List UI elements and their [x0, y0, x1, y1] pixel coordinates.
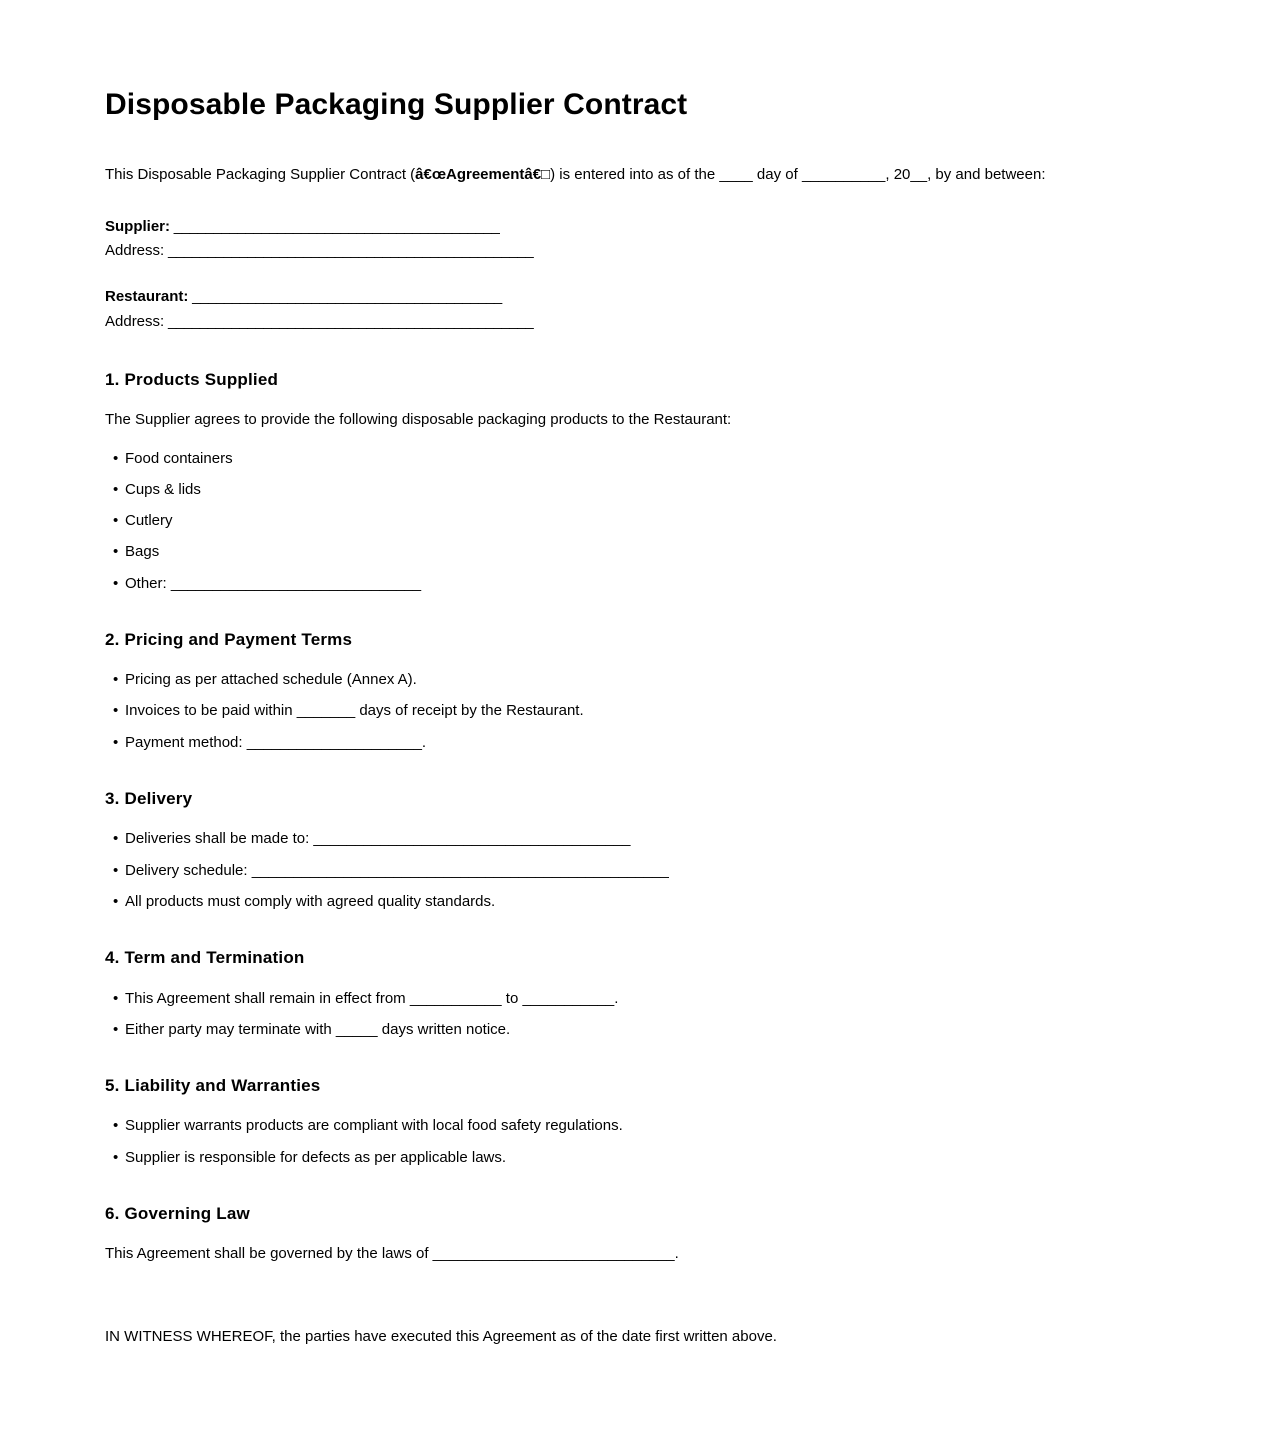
- section-heading-5: 5. Liability and Warranties: [105, 1076, 321, 1095]
- section-2-bullet-list: [105, 670, 1158, 753]
- section-1-intro-text: The Supplier agrees to provide the following disposable packaging products to the Restaurant:: [105, 411, 732, 429]
- agreement-defined-term: â€œAgreementâ€□: [415, 165, 551, 183]
- supplier-address-blank[interactable]: ______________________________________________: [164, 242, 534, 260]
- list-item: • Supplier warrants products are compliant with local food safety regulations.: [105, 1116, 1158, 1136]
- section-liability-and-warranties: [105, 1076, 1158, 1168]
- restaurant-address-blank[interactable]: ______________________________________________: [164, 312, 534, 330]
- list-item: • Cutlery: [105, 511, 1158, 531]
- section-products-supplied: [105, 370, 1158, 594]
- list-item: • Food containers: [105, 449, 1158, 469]
- restaurant-name-blank[interactable]: _______________________________________: [188, 288, 502, 306]
- list-item-effective-dates-blank[interactable]: • This Agreement shall remain in effect from ___________ to ___________.: [105, 989, 1158, 1009]
- supplier-address-line: [105, 239, 1158, 263]
- party-block-supplier: [105, 215, 1158, 264]
- list-item: • Supplier is responsible for defects as per applicable laws.: [105, 1148, 1158, 1168]
- section-3-bullet-list: [105, 829, 1158, 912]
- section-pricing-payment-terms: [105, 630, 1158, 753]
- section-4-bullet-list: [105, 989, 1158, 1041]
- list-item: • Cups & lids: [105, 480, 1158, 500]
- section-heading-2: 2. Pricing and Payment Terms: [105, 629, 353, 649]
- supplier-name-blank[interactable]: _________________________________________: [170, 217, 500, 235]
- section-term-and-termination: [105, 948, 1158, 1040]
- supplier-label: Supplier:: [105, 217, 171, 235]
- list-item: • All products must comply with agreed quality standards.: [105, 892, 1158, 912]
- list-item-delivery-schedule-blank[interactable]: • Delivery schedule: __________________________________________________: [105, 861, 1158, 881]
- restaurant-address-line: [105, 310, 1158, 334]
- restaurant-label: Restaurant:: [105, 288, 189, 306]
- list-item-delivery-address-blank[interactable]: • Deliveries shall be made to: ______________________________________: [105, 829, 1158, 849]
- section-governing-law: [105, 1204, 1158, 1265]
- list-item: • Bags: [105, 542, 1158, 562]
- party-block-restaurant: [105, 285, 1158, 334]
- section-heading-3: 3. Delivery: [105, 788, 193, 808]
- intro-paragraph: [105, 165, 1158, 185]
- governing-law-text-blank[interactable]: This Agreement shall be governed by the laws of _____________________________.: [105, 1245, 679, 1263]
- supplier-address-label: Address:: [105, 242, 165, 260]
- section-heading-6: 6. Governing Law: [105, 1203, 250, 1223]
- section-1-bullet-list: [105, 449, 1158, 594]
- intro-text-before: This Disposable Packaging Supplier Contract (: [105, 165, 416, 183]
- witness-clause: IN WITNESS WHEREOF, the parties have executed this Agreement as of the date first written above.: [105, 1327, 777, 1345]
- page-title: Disposable Packaging Supplier Contract: [105, 88, 688, 121]
- intro-text-after: ) is entered into as of the ____ day of __________, 20__, by and between:: [550, 165, 1046, 183]
- section-heading-4: 4. Term and Termination: [105, 948, 305, 968]
- section-delivery: [105, 789, 1158, 912]
- list-item: • Pricing as per attached schedule (Annex A).: [105, 670, 1158, 690]
- list-item-invoice-days-blank[interactable]: • Invoices to be paid within _______ days of receipt by the Restaurant.: [105, 701, 1158, 721]
- section-5-bullet-list: [105, 1116, 1158, 1168]
- list-item-payment-method-blank[interactable]: • Payment method: _____________________.: [105, 733, 1158, 753]
- section-heading-1: 1. Products Supplied: [105, 369, 279, 389]
- restaurant-address-label: Address:: [105, 312, 165, 330]
- list-item-termination-notice-blank[interactable]: • Either party may terminate with _____ days written notice.: [105, 1020, 1158, 1040]
- restaurant-name-line: [105, 285, 1158, 309]
- supplier-name-line: [105, 215, 1158, 239]
- list-item-other-blank[interactable]: • Other: ______________________________: [105, 574, 1158, 594]
